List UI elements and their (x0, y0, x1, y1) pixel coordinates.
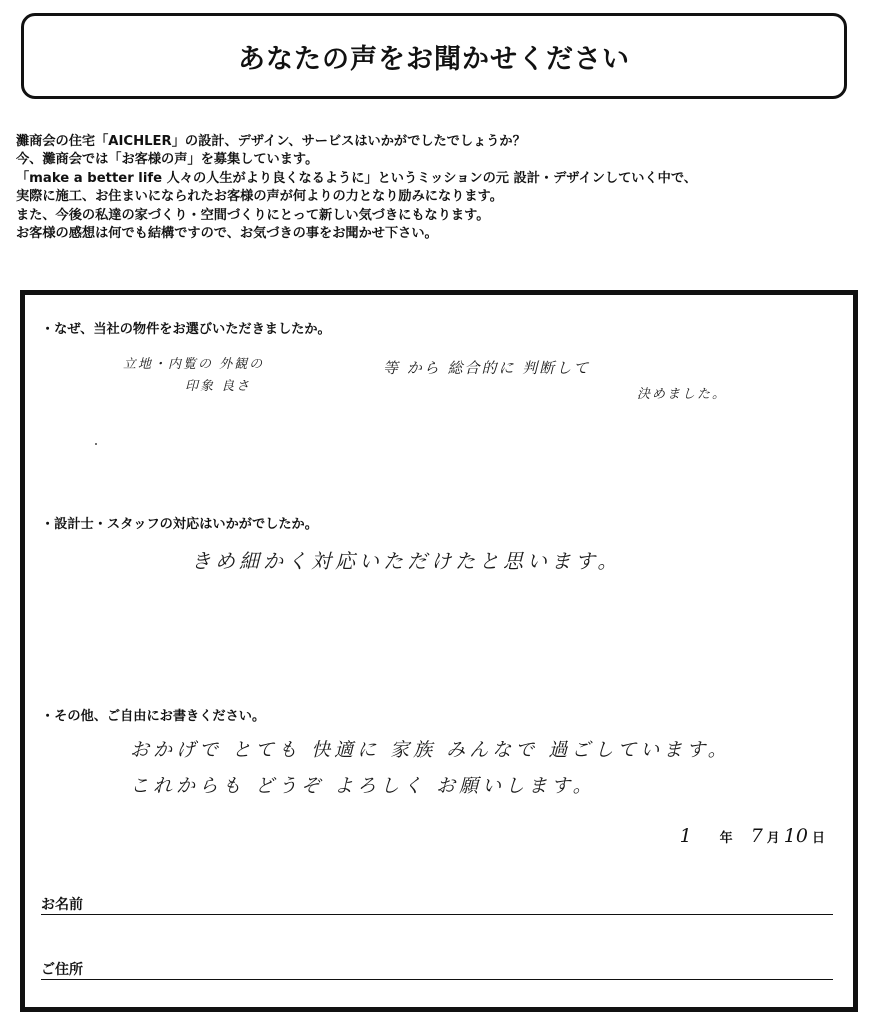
page-title: あなたの声をお聞かせください (238, 43, 630, 75)
answer-reason-line1a: 立地・内覧の 外観の (123, 357, 265, 372)
date-month-value: 7 (750, 825, 763, 847)
date-row (680, 825, 825, 847)
intro-line: 灘商会の住宅「AICHLER」の設計、デザイン、サービスはいかがでしたでしょうか？ (16, 134, 526, 149)
question-other-label: ・その他、ご自由にお書きください。 (41, 709, 266, 724)
question-reason-label: ・なぜ、当社の物件をお選びいただきましたか。 (41, 322, 331, 337)
date-year-value: 1 (679, 825, 692, 847)
title-box (21, 13, 847, 99)
answer-other-line1: おかげで とても 快適に 家族 みんなで 過ごしています。 (130, 739, 731, 761)
intro-line: 実際に施工、お住まいになられたお客様の声が何よりの力となり励みになります。 (16, 189, 503, 205)
date-month-unit: 月 (766, 831, 780, 846)
intro-line: 「make a better life 人々の人生がより良くなるように」というミッションの元 設計・デザインしていく中で、 (16, 170, 697, 186)
address-field-label: ご住所 (41, 962, 83, 978)
answer-reason-line2a: 印象 良さ (185, 379, 252, 394)
address-field-line[interactable] (41, 979, 833, 980)
answer-reason-line1b: 等 から 総合的に 判断して (383, 359, 591, 377)
intro-line: 今、灘商会では「お客様の声」を募集しています。 (16, 152, 319, 168)
answer-staff-line1: きめ細かく対応いただけたと思います。 (191, 549, 622, 573)
name-field-label: お名前 (41, 897, 83, 913)
date-year-unit: 年 (719, 831, 733, 846)
intro-line: また、今後の私達の家づくり・空間づくりにとって新しい気づきにもなります。 (16, 207, 490, 223)
date-day-unit: 日 (811, 831, 825, 846)
survey-form (20, 290, 858, 1012)
intro-text (16, 133, 856, 243)
answer-reason-line2b: 決めました。 (637, 387, 728, 402)
date-day-value: 10 (783, 825, 808, 847)
answer-other-line2: これからも どうぞ よろしく お願いします。 (130, 775, 596, 797)
name-field-line[interactable] (41, 914, 833, 915)
question-staff-label: ・設計士・スタッフの対応はいかがでしたか。 (41, 517, 318, 532)
intro-line: お客様の感想は何でも結構ですので、お気づきの事をお聞かせ下さい。 (16, 226, 438, 242)
stray-mark (95, 443, 97, 445)
